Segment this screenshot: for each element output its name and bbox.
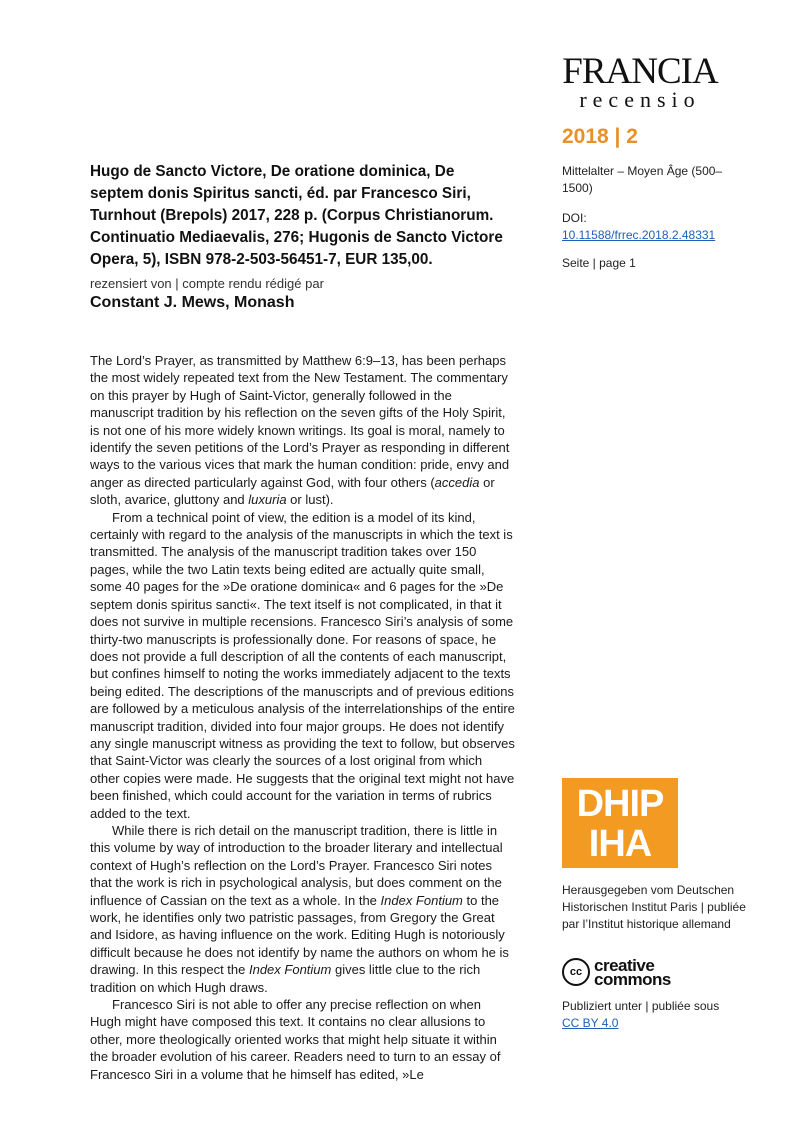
paragraph-4: Francesco Siri is not able to offer any precise reflection on when Hugh might have composed this text. It contains no clear allusions to other, more theologically oriented works that might help situate it within the broader evolution of his career. Readers need to turn to an essay of Francesco Siri in a volume that he himself has edited, »Le xyxy=(90,997,501,1082)
logo-francia: FRANCIA xyxy=(562,51,718,92)
paragraph-3: While there is rich detail on the manuscript tradition, there is little in this volume by way of introduction to the broader literary and intellectual context of Hugh’s reflection on the Lord’s Prayer. Francesco Siri notes that the work is rich in psychological analysis, but does comment on the influence of Cassian on the text as a whole. In the Index Fontium to the work, he identifies only two patristic passages, from Gregory the Great and Isidore, as having influence on the work. Editing Hugh is notoriously difficult because he does not identify by name the authors on whom he is drawing. In this respect the Index Fontium gives little clue to the rich tradition on which Hugh draws. xyxy=(90,822,509,995)
dhip-text: DHIP xyxy=(576,783,664,825)
review-body xyxy=(90,352,515,1083)
publisher-text: Herausgegeben vom Deutschen Historischen Institut Paris | publiée par l’Institut historique allemand xyxy=(562,883,746,931)
issue-number: 2018 | 2 xyxy=(562,125,638,148)
review-title: Hugo de Sancto Victore, De oratione dominica, De septem donis Spiritus sancti, éd. par Francesco Siri, Turnhout (Brepols) 2017, 228 p. (Corpus Christianorum. Continuatio Mediaevalis, 276; Hugonis de Sancto Victore Opera, 5), ISBN 978-2-503-56451-7, EUR 135,00. xyxy=(90,163,503,268)
cc-icon: cc xyxy=(562,958,590,986)
cc-word-creative: creative xyxy=(594,956,655,975)
license-block xyxy=(562,998,742,1032)
doi-label: DOI: xyxy=(562,211,587,225)
cc-word-commons: commons xyxy=(594,970,671,989)
doi-link[interactable]: 10.11588/frrec.2018.2.48331 xyxy=(562,228,716,242)
dhip-iha-logo xyxy=(562,778,678,868)
license-label: Publiziert unter | publiée sous xyxy=(562,999,720,1013)
paragraph-2: From a technical point of view, the edition is a model of its kind, certainly with regard to the analysis of the manuscripts in which the text is transmitted. The analysis of the manuscript tradition takes over 150 pages, while the two Latin texts being edited are actually quite small, some 40 pages for the »De oratione dominica« and 6 pages for the »De septem donis spiritus sancti«. The text itself is not complicated, in that it does not survive in multiple recensions. Francesco Siri’s analysis of some thirty-two manuscripts is professionally done. For reasons of space, he does not provide a full description of all the contents of each manuscript, but confines himself to noting the works immediately adjacent to the texts being edited. The descriptions of the manuscripts and of previous editions are followed by a meticulous analysis of the interrelationships of the entire manuscript tradition, divided into four major groups. He does not identify any single manuscript witness as providing the text to follow, but observes that Saint-Victor was clearly the sources of a lost original from which other copies were made. He suggests that the original text might not have been finished, which could account for the variation in terms of rubrics added to the text. xyxy=(90,509,515,821)
francia-recensio-logo xyxy=(555,51,725,112)
section-label: Mittelalter – Moyen Âge (500–1500) xyxy=(562,164,723,195)
iha-text: IHA xyxy=(588,823,652,865)
paragraph-1: The Lord’s Prayer, as transmitted by Matthew 6:9–13, has been perhaps the most widely repeated text from the New Testament. The commentary on this prayer by Hugh of Saint-Victor, generally followed in the manuscript tradition by his reflection on the seven gifts of the Holy Spirit, is not one of his more widely known writings. Its goal is moral, namely to identify the seven petitions of the Lord’s Prayer as responding in different ways to the various vices that mark the human condition: pride, envy and anger as directed particularly against God, with four others (accedia or sloth, avarice, gluttony and luxuria or lust). xyxy=(90,353,510,508)
page-label: Seite | page 1 xyxy=(562,256,636,270)
reviewer-name: Constant J. Mews, Monash xyxy=(90,294,295,311)
doi-block xyxy=(562,210,742,244)
logo-recensio: recensio xyxy=(579,87,701,112)
license-link[interactable]: CC BY 4.0 xyxy=(562,1016,619,1030)
reviewer-byline: rezensiert von | compte rendu rédigé par xyxy=(90,276,324,291)
